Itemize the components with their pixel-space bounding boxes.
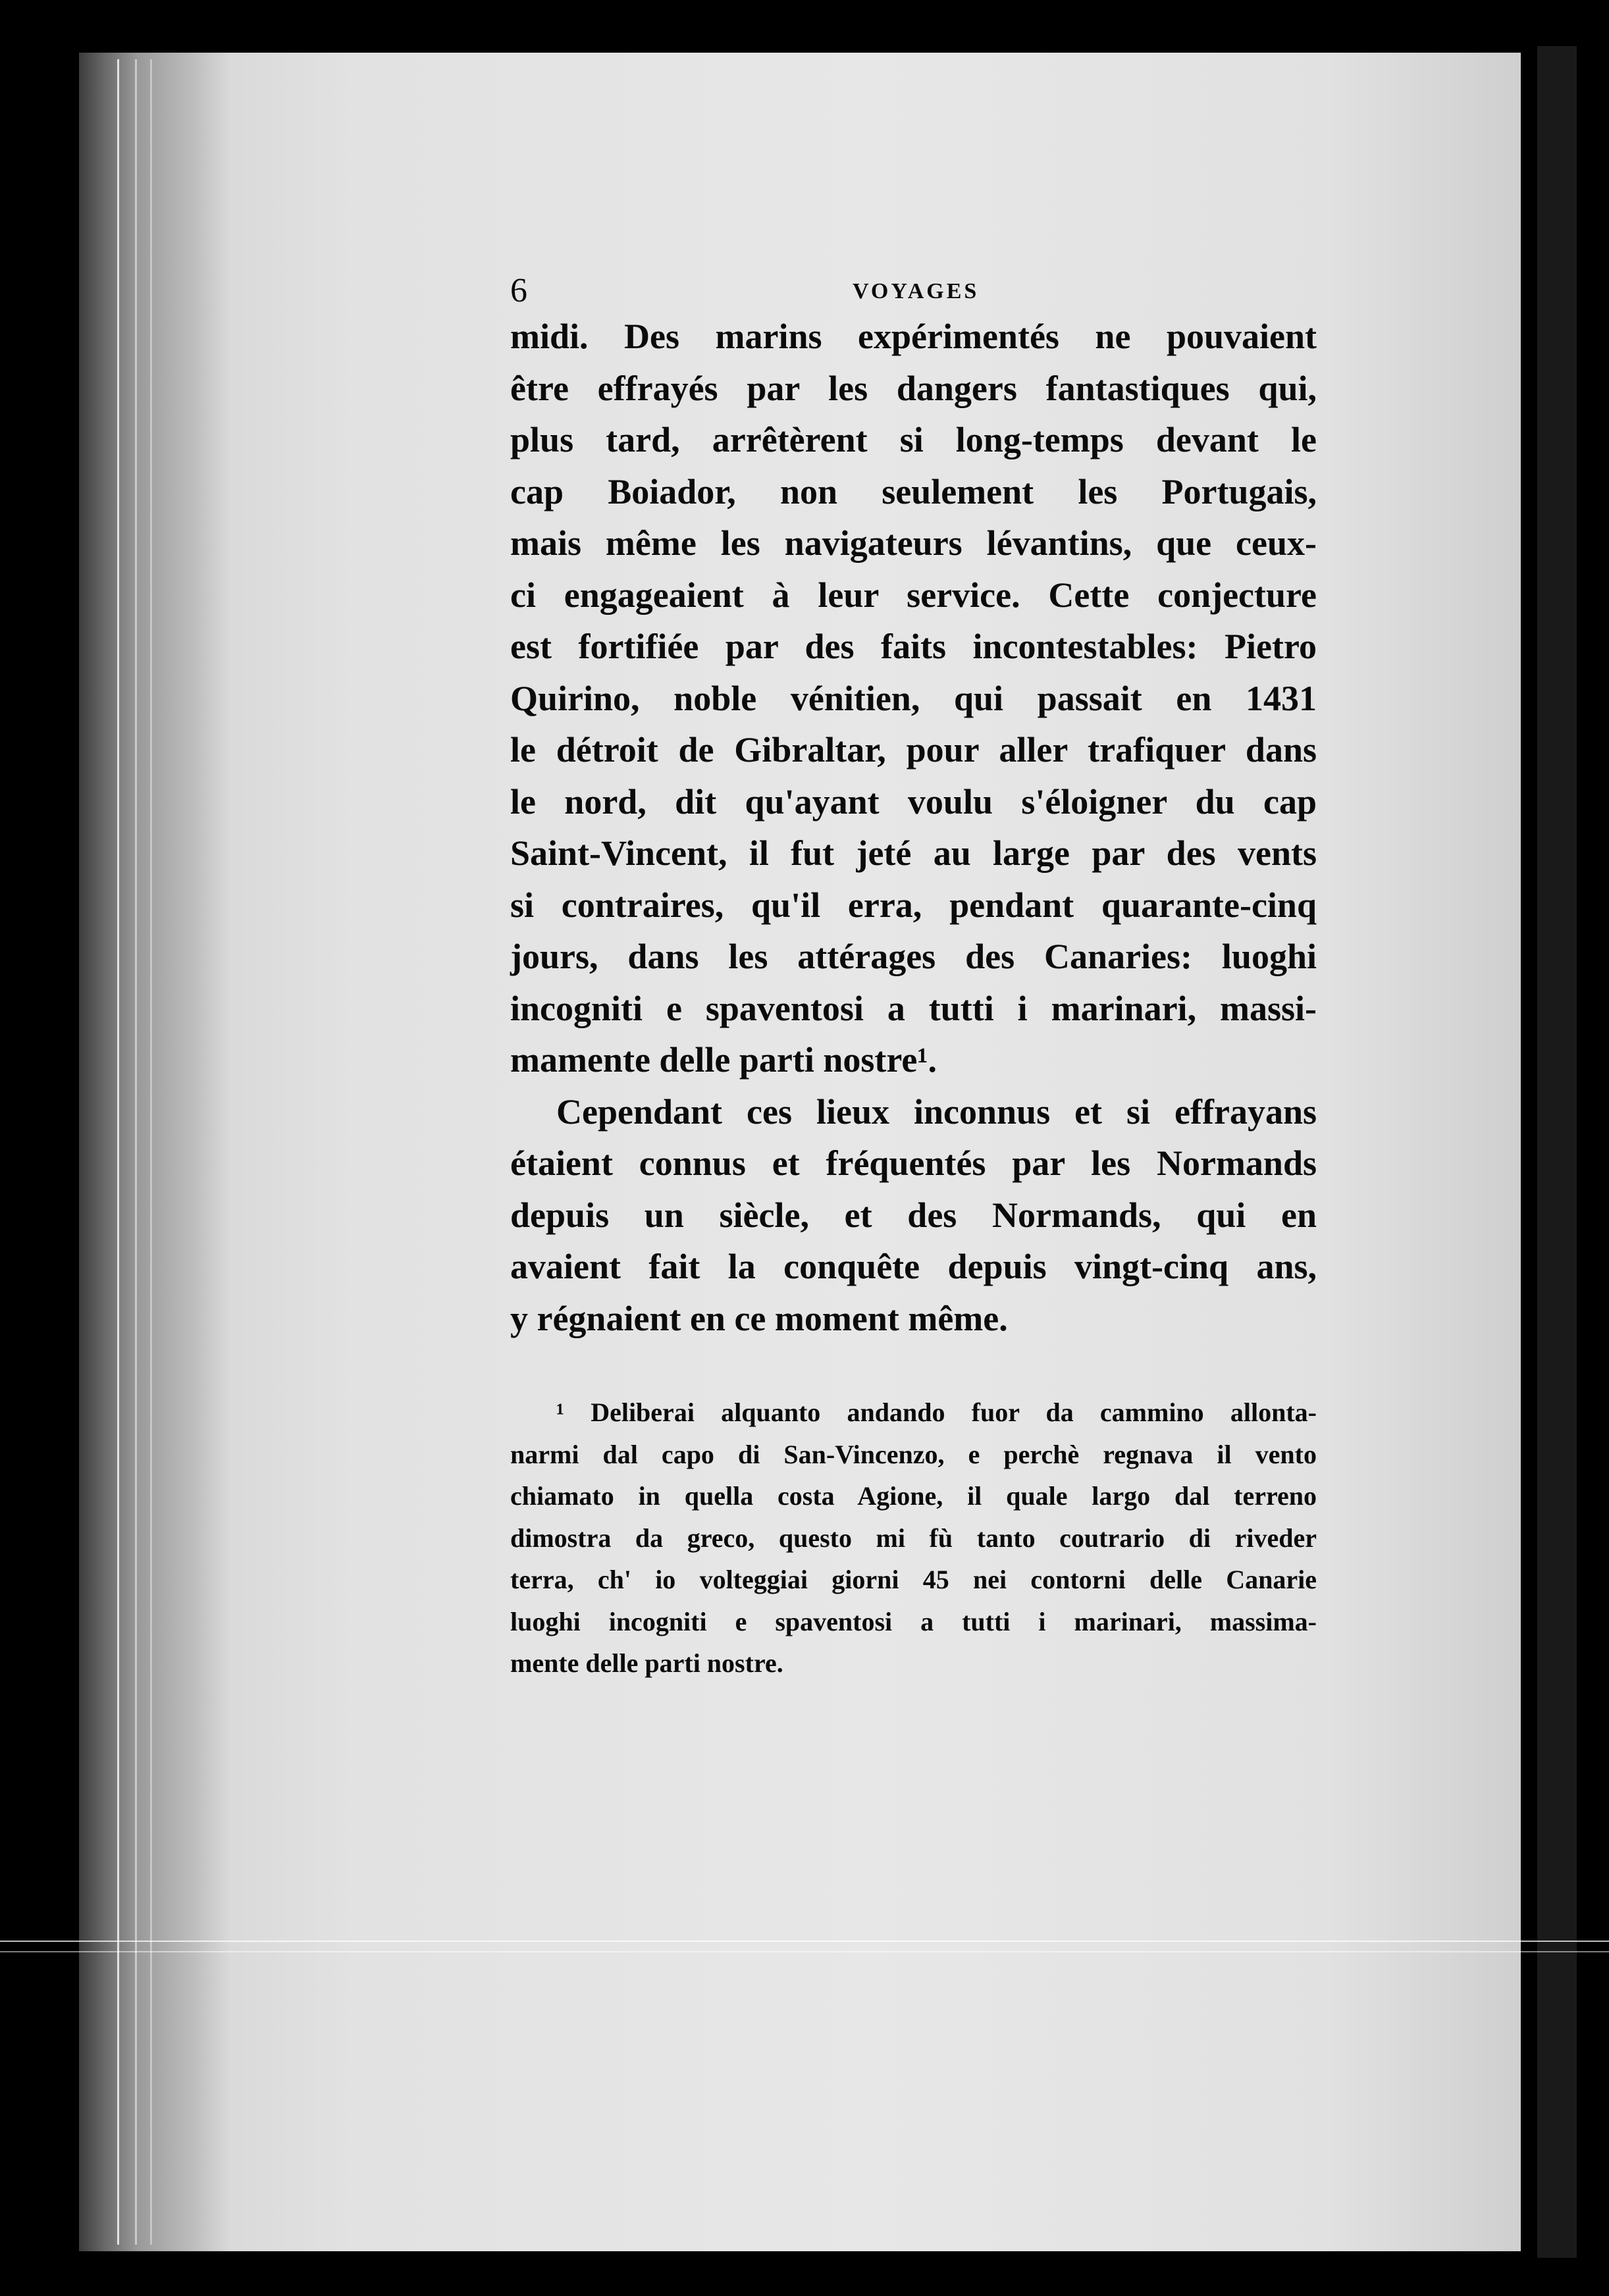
facing-page-edge [1537,46,1577,2258]
footnote-line: terra, ch' io volteggiai giorni 45 nei contorni delle Canarie [510,1565,1317,1594]
footnote-line: mente delle parti nostre. [510,1648,783,1678]
text-line: y régnaient en ce moment même. [510,1298,1008,1338]
scan-artifact-line [0,1951,1609,1952]
text-line: Quirino, noble vénitien, qui passait en 1431 [510,678,1317,718]
running-title: VOYAGES [853,279,980,303]
paragraph [510,311,1317,1086]
footnote-line: luoghi incogniti e spaventosi a tutti i marinari, massima- [510,1606,1317,1636]
footnote [510,1392,1317,1684]
running-head [510,271,1317,311]
text-line: le détroit de Gibraltar, pour aller trafiquer dans [510,730,1317,770]
spine-crease [135,59,137,2245]
text-line: si contraires, qu'il erra, pendant quarante-cinq [510,885,1317,925]
footnote-line: dimostra da greco, questo mi fù tanto coutrario di riveder [510,1523,1317,1553]
text-line: ci engageaient à leur service. Cette conjecture [510,575,1317,615]
text-line: plus tard, arrêtèrent si long-temps devant le [510,420,1317,459]
text-line: être effrayés par les dangers fantastiques qui, [510,368,1317,408]
footnote-line: ¹ Deliberai alquanto andando fuor da cammino allonta- [556,1397,1317,1427]
text-line: Saint-Vincent, il fut jeté au large par des vents [510,833,1317,873]
text-block [510,271,1317,1684]
text-line: cap Boiador, non seulement les Portugais, [510,471,1317,511]
text-line: Cependant ces lieux inconnus et si effrayans [556,1091,1317,1132]
text-line: le nord, dit qu'ayant voulu s'éloigner du cap [510,781,1317,822]
text-line: incogniti e spaventosi a tutti i marinari, massi- [510,988,1317,1028]
footnote-line: narmi dal capo di San-Vincenzo, e perchè regnava il vento [510,1439,1317,1469]
footnote-line: chiamato in quella costa Agione, il quale largo dal terreno [510,1481,1317,1511]
text-line: jours, dans les attérages des Canaries: luoghi [510,937,1317,976]
spine-crease [117,59,119,2245]
text-line: depuis un siècle, et des Normands, qui en [510,1195,1317,1235]
text-line: midi. Des marins expérimentés ne pouvaient [510,317,1317,356]
text-line: étaient connus et fréquentés par les Normands [510,1143,1317,1183]
book-spine-shadow [79,53,230,2251]
spine-crease [150,59,152,2245]
scan-artifact-line [0,1941,1609,1942]
text-line: mais même les navigateurs lévantins, que ceux- [510,523,1317,563]
page-number: 6 [510,272,527,309]
text-line: avaient fait la conquête depuis vingt-cinq ans, [510,1247,1317,1286]
text-line: est fortifiée par des faits incontestables: Pietro [510,627,1317,666]
text-line: mamente delle parti nostre¹. [510,1040,937,1080]
paragraph [510,1086,1317,1345]
